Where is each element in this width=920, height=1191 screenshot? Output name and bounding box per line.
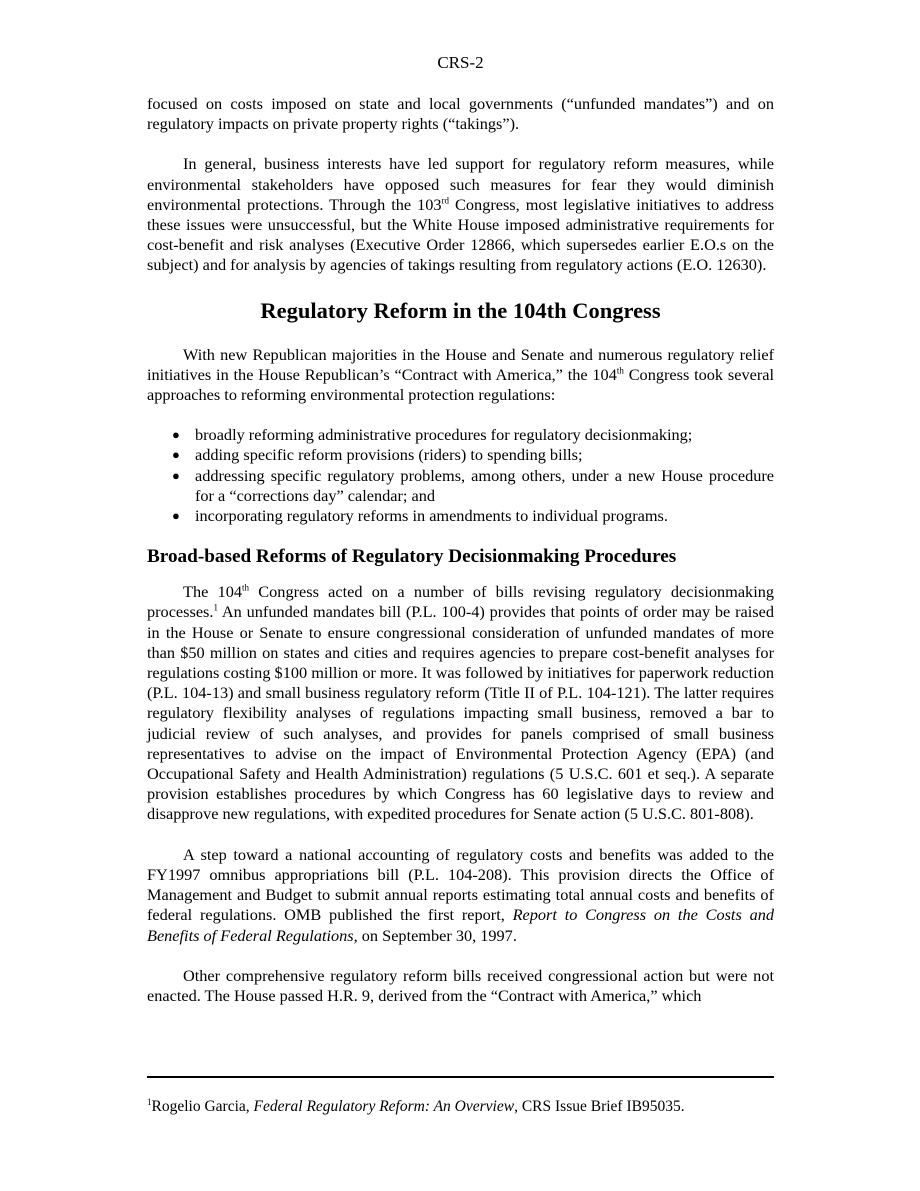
section1-paragraph-1 <box>147 345 774 406</box>
intro-p2-text-b: Congress, most legislative initiatives to address these issues were unsuccessful, but the White House imposed administrative requirements for cost-benefit and risk analyses (Executive Order 12866, which supersedes earlier E.O.s on the subject) and for analysis by agencies of takings resulting from regulatory actions (E.O. 12630). <box>147 194 774 275</box>
approaches-bullet-list <box>147 425 774 526</box>
page-number-header: CRS-2 <box>437 53 484 72</box>
bullet-text: addressing specific regulatory problems, among others, under a new House procedure for a “corrections day” calendar; and <box>195 465 774 505</box>
section1-p1-superscript: th <box>616 365 624 376</box>
footnote-divider <box>147 1076 774 1078</box>
intro-p2-superscript: rd <box>441 195 450 206</box>
bullet-text: adding specific reform provisions (riders) to spending bills; <box>195 445 583 465</box>
section2-paragraph-3: Other comprehensive regulatory reform bills received congressional action but were not enacted. The House passed H.R. 9, derived from the “Contract with America,” which <box>147 965 774 1005</box>
footnote-reference-marker: 1 <box>213 603 218 614</box>
bullet-text: incorporating regulatory reforms in amendments to individual programs. <box>195 506 668 526</box>
bullet-item <box>147 445 774 465</box>
subsection-heading-broad-based-reforms: Broad-based Reforms of Regulatory Decisionmaking Procedures <box>147 546 677 568</box>
footnote-italic-title: Federal Regulatory Reform: An Overview <box>253 1098 515 1115</box>
bullet-text: broadly reforming administrative procedures for regulatory decisionmaking; <box>195 425 693 445</box>
footnote-text-b: , CRS Issue Brief IB95035. <box>514 1098 685 1115</box>
section1-p1-text-b: Congress took several approaches to reforming environmental protection regulations: <box>147 364 774 405</box>
report-title-italic: Report to Congress on the Costs and Benefits of Federal Regulations, <box>147 905 774 945</box>
bullet-icon: ● <box>172 508 180 524</box>
intro-paragraph-2 <box>147 154 774 275</box>
section2-p1-text-a: The 104 <box>183 582 243 602</box>
intro-paragraph-1: focused on costs imposed on state and local governments (“unfunded mandates”) and on regulatory impacts on private property rights (“takings”). <box>147 94 774 134</box>
section2-p1-text-c: An unfunded mandates bill (P.L. 100-4) provides that points of order may be raised in the House or Senate to ensure congressional consideration of unfunded mandates of more than $50 million on states and cities and requires agencies to prepare cost-benefit analyses for regulations costing $100 million or more. It was followed by initiatives for paperwork reduction (P.L. 104-13) and small business regulatory reform (Title II of P.L. 104-121). The latter requires regulatory flexibility analyses of regulations impacting small business, removed a bar to judicial review of such analyses, and provides for panels comprised of small business representatives to advise on the impact of Environmental Protection Agency (EPA) (and Occupational Safety and Health Administration) regulations (5 U.S.C. 601 et seq.). A separate provision establishes procedures by which Congress has 60 legislative days to review and disapprove new regulations, with expedited procedures for Senate action (5 U.S.C. 801-808). <box>147 602 774 824</box>
document-page <box>147 53 774 1006</box>
bullet-icon: ● <box>172 467 180 483</box>
bullet-item <box>147 425 774 445</box>
section-heading-104th-congress: Regulatory Reform in the 104th Congress <box>260 297 661 323</box>
footnote-marker: 1 <box>147 1096 152 1107</box>
section2-p2-text-b: on September 30, 1997. <box>357 925 517 945</box>
section2-paragraph-2 <box>147 845 774 946</box>
footnote-text-a: Rogelio Garcia, <box>151 1098 254 1115</box>
section2-paragraph-1 <box>147 582 774 824</box>
bullet-item <box>147 466 774 506</box>
bullet-icon: ● <box>172 427 180 443</box>
section2-p2-text-a: A step toward a national accounting of regulatory costs and benefits was added to the FY1997 omnibus appropriations bill (P.L. 104-208). This provision directs the Office of Management and Budget to submit annual reports estimating total annual costs and benefits of federal regulations. OMB published the first report, <box>147 844 774 925</box>
section2-p1-superscript: th <box>242 582 250 593</box>
section1-p1-text-a: With new Republican majorities in the House and Senate and numerous regulatory relief initiatives in the House Republican’s “Contract with America,” the 104 <box>147 344 774 384</box>
intro-p2-text-a: In general, business interests have led support for regulatory reform measures, while environmental stakeholders have opposed such measures for fear they would diminish environmental protections. Through the 103 <box>147 154 774 214</box>
section2-p1-text-b: Congress acted on a number of bills revising regulatory decisionmaking processes. <box>147 582 774 622</box>
bullet-item <box>147 506 774 526</box>
bullet-icon: ● <box>172 447 180 463</box>
footnote <box>147 1097 774 1116</box>
